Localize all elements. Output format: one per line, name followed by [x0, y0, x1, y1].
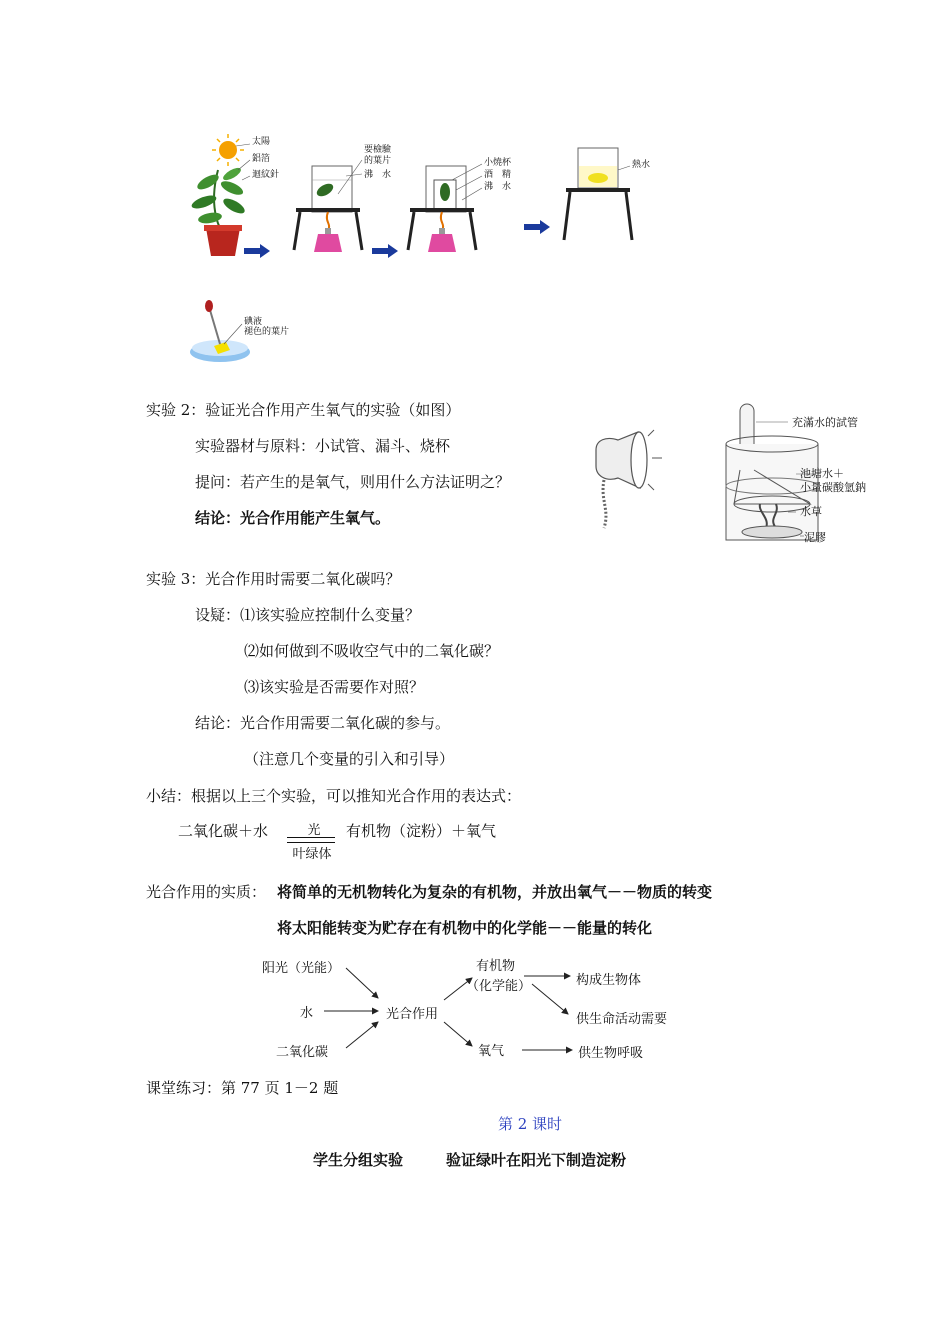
lesson-heading: 第 2 课时 [497, 1115, 563, 1133]
flow-water: 水 [300, 1006, 314, 1021]
starch-experiment-figure [180, 130, 660, 380]
flow-sunlight: 阳光（光能） [262, 961, 341, 976]
essence-line-1: 将简单的无机物转化为复杂的有机物，并放出氧气－－物质的转变 [277, 883, 713, 901]
exp3-title: 实验 3：光合作用时需要二氧化碳吗？ [146, 570, 401, 588]
equation-condition-chlorophyll: 叶绿体 [292, 847, 332, 862]
leaf-to-test-label-2: 的葉片 [364, 156, 392, 166]
flow-co2: 二氧化碳 [276, 1045, 329, 1060]
petri-dish-shape [180, 300, 250, 366]
starch-experiment-drawing [180, 130, 660, 380]
sun-shape [219, 141, 237, 159]
equation-condition-light: 光 [307, 823, 321, 838]
mud-label: 泥膠 [804, 531, 826, 544]
hot-water-label: 熱水 [632, 160, 651, 170]
leaf-to-test-label: 要檢驗 [364, 145, 392, 155]
water-plant-label: 水草 [800, 505, 822, 518]
flow-life-activity: 供生命活动需要 [576, 1012, 668, 1027]
hot-water-stand [564, 148, 632, 240]
exp3-question-2: ⑵如何做到不吸收空气中的二氧化碳？ [244, 642, 500, 660]
group-experiment-title: 验证绿叶在阳光下制造淀粉 [446, 1151, 627, 1169]
sun-label: 太陽 [252, 137, 271, 147]
exp2-materials: 实验器材与原料：小试管、漏斗、烧杯 [195, 437, 451, 455]
equation-reactants: 二氧化碳＋水 [178, 822, 269, 840]
exp2-question: 提问：若产生的是氧气，则用什么方法证明之？ [195, 473, 511, 491]
iodine-label: 碘液 [244, 317, 263, 327]
essence-label: 光合作用的实质： [146, 883, 267, 901]
classroom-practice: 课堂练习：第 77 页 1－2 题 [146, 1079, 339, 1097]
foil-label: 鋁箔 [252, 154, 271, 164]
small-beaker-label: 小燒杯 [484, 158, 512, 168]
potted-plant-shape [190, 166, 247, 256]
exp2-title: 实验 2：验证光合作用产生氧气的实验（如图） [146, 401, 461, 419]
arrow-shape [372, 244, 398, 258]
boiling-stand-2 [408, 164, 482, 252]
flow-photosynthesis: 光合作用 [386, 1007, 439, 1022]
exp3-conclusion: 结论：光合作用需要二氧化碳的参与。 [195, 714, 451, 732]
exp3-question-1: 设疑：⑴该实验应控制什么变量？ [195, 606, 421, 624]
flow-build-body: 构成生物体 [576, 973, 642, 988]
group-experiment-label: 学生分组实验 [313, 1151, 404, 1169]
brown-leaf-label: 褪色的葉片 [244, 327, 290, 337]
boil-water-label: 沸 水 [364, 170, 392, 180]
arrow-shape [524, 220, 550, 234]
flow-respiration: 供生物呼吸 [578, 1046, 644, 1061]
boil-water-label-2: 沸 水 [484, 182, 512, 192]
flow-organic: 有机物 [476, 959, 516, 974]
arrow-shape [244, 244, 270, 258]
equation-products: 有机物（淀粉）＋氧气 [346, 822, 497, 840]
alcohol-label: 酒 精 [484, 170, 512, 180]
essence-line-2: 将太阳能转变为贮存在有机物中的化学能－－能量的转化 [277, 919, 653, 937]
boiling-stand-1 [294, 160, 362, 252]
oxygen-experiment-figure [590, 400, 890, 550]
pond-water-label: 池塘水＋ [800, 467, 844, 480]
tube-label: 充滿水的試管 [792, 416, 858, 429]
flow-chemical-energy: （化学能） [466, 979, 532, 994]
pin-label: 迴紋針 [252, 170, 280, 180]
bicarbonate-label: 小量碳酸氫鈉 [800, 481, 866, 494]
exp3-note: （注意几个变量的引入和引导） [244, 750, 455, 768]
exp3-question-3: ⑶该实验是否需要作对照？ [244, 678, 425, 696]
exp2-conclusion: 结论：光合作用能产生氧气。 [195, 509, 391, 527]
flow-oxygen: 氧气 [478, 1044, 505, 1059]
summary-text: 小结：根据以上三个实验，可以推知光合作用的表达式： [146, 787, 522, 805]
photosynthesis-flow-diagram [250, 950, 700, 1065]
lamp-shape [596, 430, 662, 528]
